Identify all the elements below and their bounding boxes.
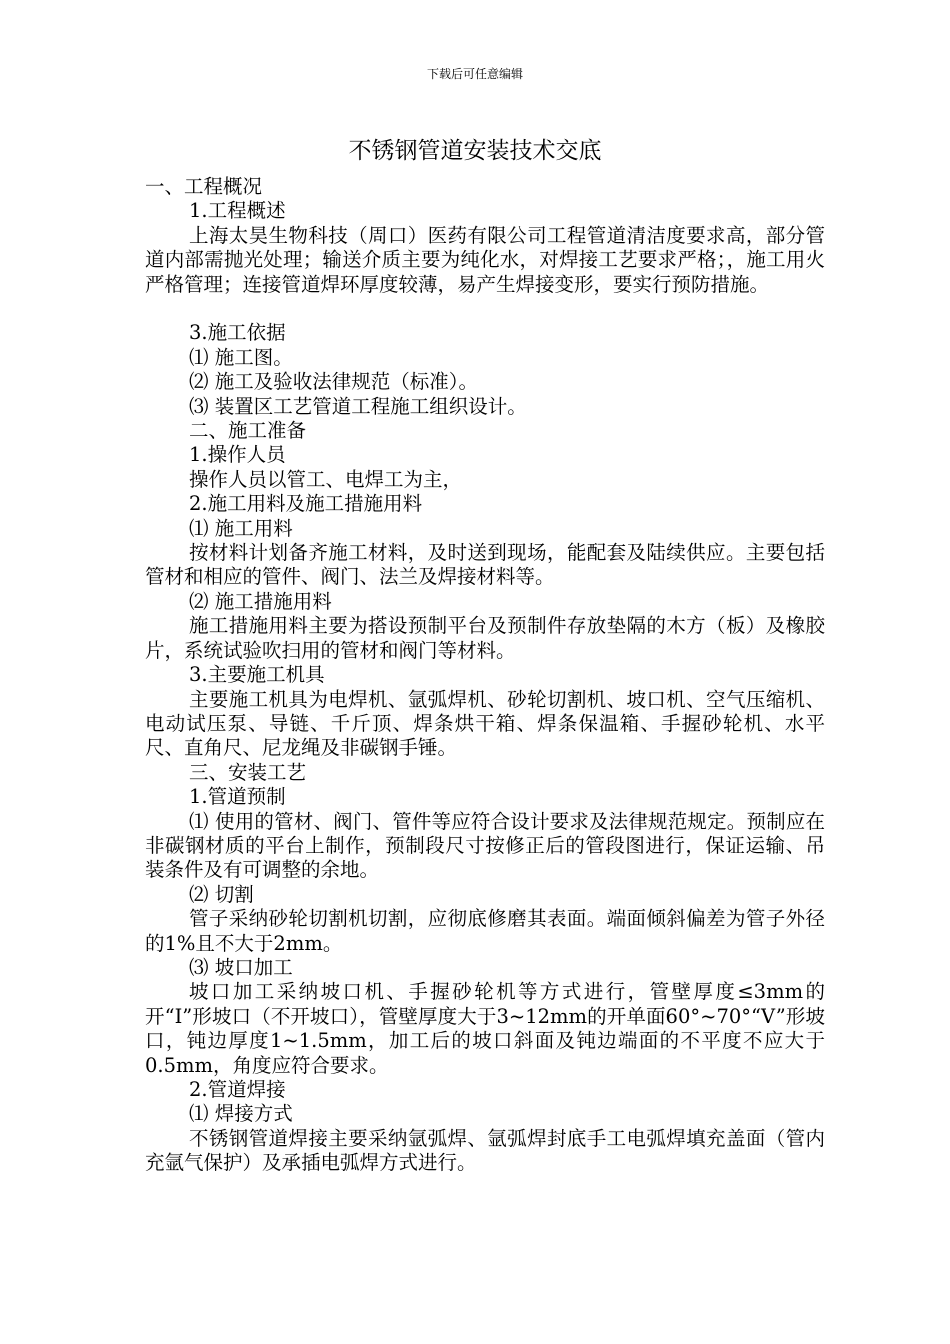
body-paragraph: 主要施工机具为电焊机、氩弧焊机、砂轮切割机、坡口机、空气压缩机、电动试压泵、导链、千斤顶、焊条烘干箱、焊条保温箱、手握砂轮机、水平尺、直角尺、尼龙绳及非碳钢手锤。 (145, 687, 825, 760)
section-line: 二、施工准备 (189, 419, 307, 443)
section-line: 操作人员以管工、电焊工为主， (189, 467, 463, 491)
section-line: ⑴ 施工图。 (189, 345, 293, 369)
section-line: 3.主要施工机具 (189, 663, 325, 687)
body-paragraph: 坡口加工采纳坡口机、手握砂轮机等方式进行，管壁厚度≤3mm的开“I”形坡口（不开坡口），管壁厚度大于3~12mm的开单面60°~70°“V”形坡口，钝边厚度1~1.5mm，加工后的坡口斜面及钝边端面的不平度不应大于0.5mm，角度应符合要求。 (145, 980, 825, 1077)
section-line: ⑵ 施工及验收法律规范（标准）。 (189, 370, 478, 394)
section-line: 3.施工依据 (189, 321, 286, 345)
section-line: ⑶ 装置区工艺管道工程施工组织设计。 (189, 394, 527, 418)
section-line: ⑴ 焊接方式 (189, 1102, 293, 1126)
body-paragraph: ⑴ 使用的管材、阀门、管件等应符合设计要求及法律规范规定。预制应在非碳钢材质的平台上制作，预制段尺寸按修正后的管段图进行，保证运输、吊装条件及有可调整的余地。 (145, 809, 825, 882)
section-line: ⑶ 坡口加工 (189, 955, 293, 979)
blank-line (145, 297, 825, 321)
section-line: 1.操作人员 (189, 443, 286, 467)
document-body (145, 175, 825, 1176)
section-line: 1.管道预制 (189, 785, 286, 809)
section-line: ⑴ 施工用料 (189, 516, 293, 540)
document-title: 不锈钢管道安装技术交底 (348, 138, 602, 164)
section-line: ⑵ 切割 (189, 882, 254, 906)
section-line: 2.施工用料及施工措施用料 (189, 492, 423, 516)
section-line: 2.管道焊接 (189, 1078, 286, 1102)
body-paragraph: 施工措施用料主要为搭设预制平台及预制件存放垫隔的木方（板）及橡胶片，系统试验吹扫用的管材和阀门等材料。 (145, 614, 825, 662)
section-line: ⑵ 施工措施用料 (189, 589, 332, 613)
section-line: 一、工程概况 (145, 175, 263, 198)
body-paragraph: 不锈钢管道焊接主要采纳氩弧焊、氩弧焊封底手工电弧焊填充盖面（管内充氩气保护）及承插电弧焊方式进行。 (145, 1126, 825, 1175)
page-header-note: 下载后可任意编辑 (426, 67, 523, 81)
body-paragraph: 管子采纳砂轮切割机切割，应彻底修磨其表面。端面倾斜偏差为管子外径的1%且不大于2mm。 (145, 907, 825, 955)
section-line: 三、安装工艺 (189, 760, 307, 784)
section-line: 1.工程概述 (189, 199, 286, 223)
body-paragraph: 按材料计划备齐施工材料，及时送到现场，能配套及陆续供应。主要包括管材和相应的管件、阀门、法兰及焊接材料等。 (145, 541, 825, 589)
body-paragraph: 上海太昊生物科技（周口）医药有限公司工程管道清洁度要求高，部分管道内部需抛光处理；输送介质主要为纯化水，对焊接工艺要求严格；，施工用火严格管理；连接管道焊环厚度较薄，易产生焊接变形，要实行预防措施。 (145, 223, 825, 296)
